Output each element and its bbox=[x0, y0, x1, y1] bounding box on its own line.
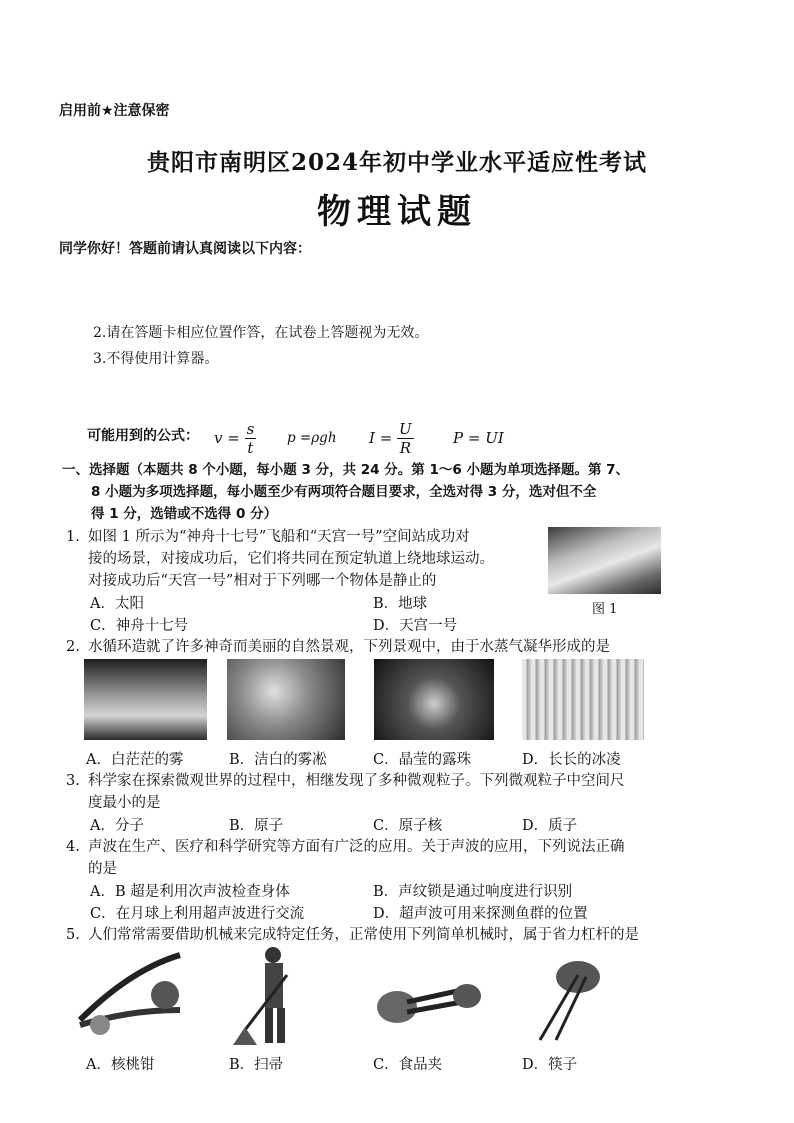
q4-line1: 声波在生产、医疗和科学研究等方面有广泛的应用。关于声波的应用，下列说法正确 bbox=[88, 839, 625, 855]
q2-option-d: D．长长的冰凌 bbox=[522, 752, 621, 768]
q1-line3: 对接成功后“天宫一号”相对于下列哪一个物体是静止的 bbox=[88, 573, 437, 589]
q2-option-b: B．洁白的雾凇 bbox=[229, 752, 327, 768]
q3-option-c: C．原子核 bbox=[373, 818, 443, 834]
q4-line2: 的是 bbox=[88, 861, 117, 877]
food-tongs-image bbox=[372, 962, 487, 1042]
q2-number: 2. bbox=[66, 639, 80, 655]
figure-1-caption: 图 1 bbox=[592, 602, 618, 617]
formula-pressure: p =ρgh bbox=[287, 430, 337, 446]
formula-power: P = UI bbox=[453, 429, 504, 447]
q2-option-a: A．白茫茫的雾 bbox=[86, 752, 184, 768]
fog-image bbox=[84, 659, 207, 740]
section-heading-line2: 8 小题为多项选择题，每小题至少有两项符合题目要求，全选对得 3 分，选对但不全 bbox=[91, 484, 597, 500]
section-heading-line3: 得 1 分，选错或不选得 0 分） bbox=[91, 506, 278, 522]
q4-option-d: D．超声波可用来探测鱼群的位置 bbox=[373, 906, 588, 922]
formula-label: 可能用到的公式： bbox=[87, 428, 199, 444]
q4-option-a: A．B 超是利用次声波检查身体 bbox=[90, 884, 290, 900]
subject-title: 物理试题 bbox=[317, 192, 477, 232]
q3-line1: 科学家在探索微观世界的过程中，相继发现了多种微观粒子。下列微观粒子中空间尺 bbox=[88, 773, 625, 789]
q5-stem: 人们常常需要借助机械来完成特定任务，正常使用下列简单机械时，属于省力杠杆的是 bbox=[88, 927, 639, 943]
formula-speed bbox=[214, 413, 256, 463]
q1-line2: 接的场景，对接成功后，它们将共同在预定轨道上绕地球运动。 bbox=[88, 551, 494, 567]
formula-current bbox=[369, 413, 414, 463]
formula-speed-lhs: v = bbox=[214, 429, 240, 447]
q5-option-a: A．核桃钳 bbox=[86, 1057, 155, 1073]
rime-image bbox=[227, 659, 345, 740]
q5-number: 5. bbox=[66, 927, 80, 943]
q1-line1: 如图 1 所示为“神舟十七号”飞船和“天宫一号”空间站成功对 bbox=[88, 529, 470, 545]
broom-image bbox=[225, 945, 315, 1050]
q1-option-a: A．太阳 bbox=[90, 596, 144, 612]
q4-number: 4. bbox=[66, 839, 80, 855]
q2-stem: 水循环造就了许多神奇而美丽的自然景观，下列景观中，由于水蒸气凝华形成的是 bbox=[88, 639, 610, 655]
q4-option-c: C．在月球上利用超声波进行交流 bbox=[90, 906, 305, 922]
q5-option-b: B．扫帚 bbox=[229, 1057, 284, 1073]
instruction-note-3: 3.不得使用计算器。 bbox=[93, 351, 219, 367]
confidential-notice: 启用前★注意保密 bbox=[59, 103, 170, 119]
q5-option-d: D．筷子 bbox=[522, 1057, 578, 1073]
dew-image bbox=[374, 659, 494, 740]
q3-number: 3. bbox=[66, 773, 80, 789]
q3-option-b: B．原子 bbox=[229, 818, 284, 834]
icicle-image bbox=[522, 659, 644, 740]
nutcracker-image bbox=[70, 950, 190, 1045]
q2-option-c: C．晶莹的露珠 bbox=[373, 752, 472, 768]
exam-title: 贵阳市南明区2024年初中学业水平适应性考试 bbox=[146, 149, 647, 176]
q1-option-b: B．地球 bbox=[373, 596, 428, 612]
formula-row bbox=[87, 413, 587, 463]
chopsticks-image bbox=[528, 955, 608, 1045]
greeting: 同学你好！答题前请认真阅读以下内容： bbox=[59, 241, 311, 257]
q1-option-d: D．天宫一号 bbox=[373, 618, 458, 634]
q1-option-c: C．神舟十七号 bbox=[90, 618, 189, 634]
instruction-note-2: 2.请在答题卡相应位置作答，在试卷上答题视为无效。 bbox=[93, 325, 429, 341]
q3-option-a: A．分子 bbox=[90, 818, 144, 834]
formula-current-num: U bbox=[399, 419, 412, 438]
section-heading-line1: 一、选择题（本题共 8 个小题，每小题 3 分，共 24 分。第 1～6 小题为单项选择题。第 7、 bbox=[62, 462, 630, 478]
q3-option-d: D．质子 bbox=[522, 818, 578, 834]
formula-current-den: R bbox=[399, 438, 412, 457]
formula-current-lhs: I = bbox=[369, 429, 393, 447]
q3-line2: 度最小的是 bbox=[88, 795, 161, 811]
q4-option-b: B．声纹锁是通过响度进行识别 bbox=[373, 884, 573, 900]
q5-option-c: C．食品夹 bbox=[373, 1057, 443, 1073]
spacecraft-docking-image bbox=[548, 527, 661, 594]
q1-number: 1. bbox=[66, 529, 80, 545]
formula-speed-num: s bbox=[246, 419, 255, 438]
formula-speed-den: t bbox=[247, 438, 254, 457]
